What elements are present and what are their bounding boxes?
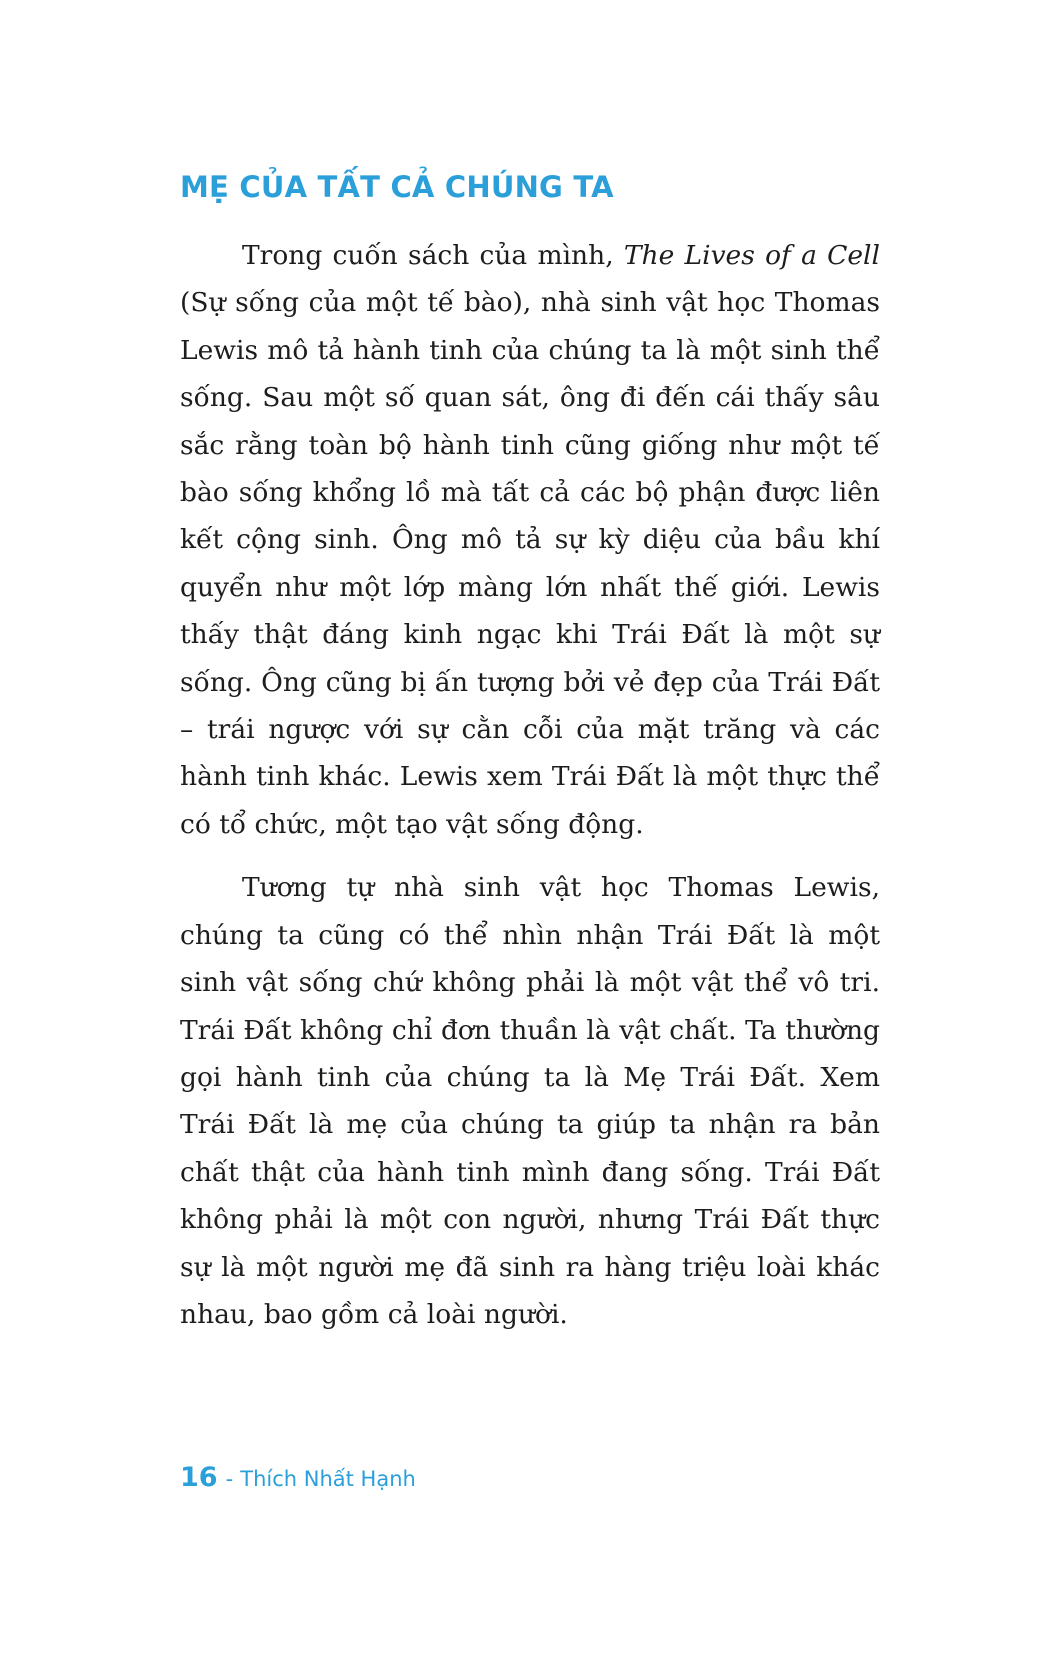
paragraph-2: Tương tự nhà sinh vật học Thomas Lewis, chúng ta cũng có thể nhìn nhận Trái Đất là một sinh vật sống chứ không phải là một vật thể vô tri. Trái Đất không chỉ đơn thuần là vật chất. Ta thường gọi hành tinh của chúng ta là Mẹ Trái Đất. Xem Trái Đất là mẹ của chúng ta giúp ta nhận ra bản chất thật của hành tinh mình đang sống. Trái Đất không phải là một con người, nhưng Trái Đất thực sự là một người mẹ đã sinh ra hàng triệu loài khác nhau, bao gồm cả loài người. xyxy=(180,872,880,1330)
footer-separator: - xyxy=(225,1467,234,1491)
paragraph-1-rest-text: (Sự sống của một tế bào), nhà sinh vật học Thomas Lewis mô tả hành tinh của chúng ta là một sinh thể sống. Sau một số quan sát, ông đi đến cái thấy sâu sắc rằng toàn bộ hành tinh cũng giống như một tế bào sống khổng lồ mà tất cả các bộ phận được liên kết cộng sinh. Ông mô tả sự kỳ diệu của bầu khí quyển như một lớp màng lớn nhất thế giới. Lewis thấy thật đáng kinh ngạc khi Trái Đất là một sự sống. Ông cũng bị ấn tượng bởi vẻ đẹp của Trái Đất – trái ngược với sự cằn cỗi của mặt trăng và các hành tinh khác. Lewis xem Trái Đất là một thực thể có tổ chức, một tạo vật sống động. xyxy=(180,287,880,840)
section-heading: MẸ CỦA TẤT CẢ CHÚNG TA xyxy=(180,170,614,204)
book-title: The Lives of a Cell xyxy=(623,240,881,271)
page-number: 16 xyxy=(180,1462,218,1493)
author-name: Thích Nhất Hạnh xyxy=(240,1467,416,1491)
paragraph-1-lead-text: Trong cuốn sách của mình, xyxy=(242,240,624,271)
body-text xyxy=(180,232,880,1338)
page-footer xyxy=(180,1462,416,1493)
paragraph-1 xyxy=(180,232,880,848)
